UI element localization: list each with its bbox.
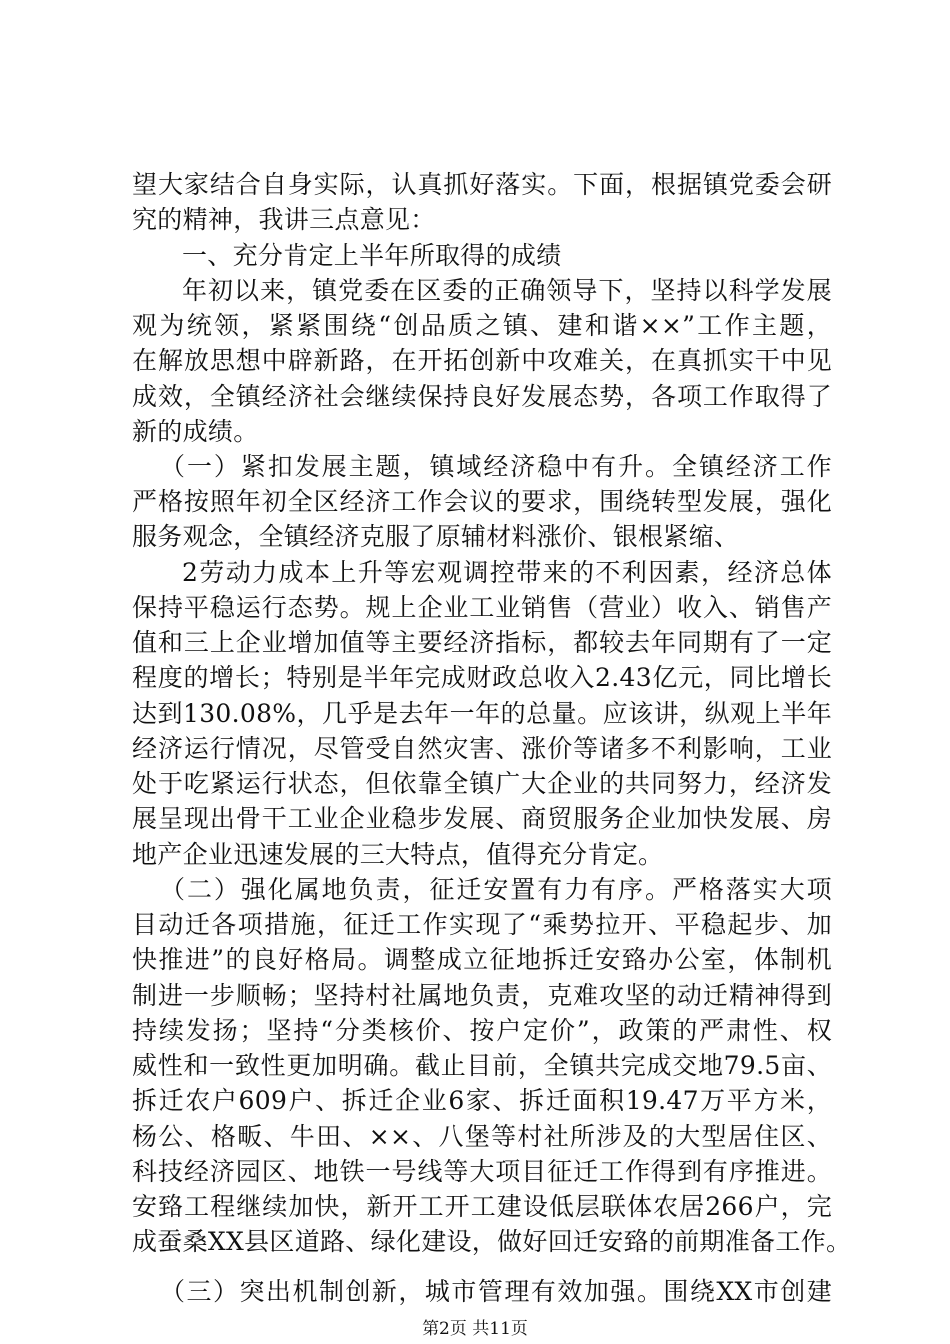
text-line: 望大家结合自身实际，认真抓好落实。下面，根据镇党委会研 bbox=[132, 170, 832, 199]
text-line: 拆迁农户609户、拆迁企业6家、拆迁面积19.47万平方米， bbox=[132, 1086, 832, 1115]
text-line: 安臵工程继续加快，新开工开工建设低层联体农居266户，完 bbox=[132, 1192, 832, 1221]
text-line: 究的精神，我讲三点意见： bbox=[132, 205, 436, 234]
text-line: 值和三上企业增加值等主要经济指标，都较去年同期有了一定 bbox=[132, 628, 832, 657]
text-line: 年初以来，镇党委在区委的正确领导下，坚持以科学发展 bbox=[182, 276, 832, 305]
text-line: 达到130.08%，几乎是去年一年的总量。应该讲，纵观上半年 bbox=[132, 699, 832, 728]
page-footer: 第2页 共11页 bbox=[422, 1319, 528, 1339]
text-line: 保持平稳运行态势。规上企业工业销售（营业）收入、销售产 bbox=[132, 593, 832, 622]
text-line: 处于吃紧运行状态，但依靠全镇广大企业的共同努力，经济发 bbox=[132, 769, 832, 798]
text-line: 威性和一致性更加明确。截止目前，全镇共完成交地79.5亩、 bbox=[132, 1051, 832, 1080]
text-line: 在解放思想中辟新路，在开拓创新中攻难关，在真抓实干中见 bbox=[132, 346, 832, 375]
text-line: 展呈现出骨干工业企业稳步发展、商贸服务企业加快发展、房 bbox=[132, 804, 832, 833]
subsection-heading: （三）突出机制创新，城市管理有效加强。围绕XX市创建 bbox=[160, 1277, 832, 1306]
text-line: 快推进”的良好格局。调整成立征地拆迁安臵办公室，体制机 bbox=[132, 945, 832, 974]
text-line: 2劳动力成本上升等宏观调控带来的不利因素，经济总体 bbox=[182, 558, 832, 587]
section-heading: 一、充分肯定上半年所取得的成绩 bbox=[182, 241, 562, 270]
text-line: 成蚕桑XX县区道路、绿化建设，做好回迁安臵的前期准备工作。 bbox=[132, 1227, 852, 1256]
text-line: 杨公、格畈、牛田、××、八堡等村社所涉及的大型居住区、 bbox=[132, 1122, 832, 1151]
subsection-heading: （一）紧扣发展主题，镇域经济稳中有升。全镇经济工作 bbox=[160, 452, 832, 481]
text-line: 严格按照年初全区经济工作会议的要求，围绕转型发展，强化 bbox=[132, 487, 832, 516]
text-line: 目动迁各项措施，征迁工作实现了“乘势拉开、平稳起步、加 bbox=[132, 910, 832, 939]
subsection-heading: （二）强化属地负责，征迁安置有力有序。严格落实大项 bbox=[160, 875, 832, 904]
text-line: 经济运行情况，尽管受自然灾害、涨价等诸多不利影响，工业 bbox=[132, 734, 832, 763]
text-line: 程度的增长；特别是半年完成财政总收入2.43亿元，同比增长 bbox=[132, 663, 832, 692]
text-line: 制进一步顺畅；坚持村社属地负责，克难攻坚的动迁精神得到 bbox=[132, 981, 832, 1010]
text-line: 地产企业迅速发展的三大特点，值得充分肯定。 bbox=[132, 840, 664, 869]
text-line: 科技经济园区、地铁一号线等大项目征迁工作得到有序推进。 bbox=[132, 1157, 832, 1186]
text-line: 成效，全镇经济社会继续保持良好发展态势，各项工作取得了 bbox=[132, 382, 832, 411]
text-line: 观为统领，紧紧围绕“创品质之镇、建和谐××”工作主题， bbox=[132, 311, 832, 340]
text-line: 持续发扬；坚持“分类核价、按户定价”，政策的严肃性、权 bbox=[132, 1016, 832, 1045]
text-line: 新的成绩。 bbox=[132, 417, 259, 446]
text-line: 服务观念，全镇经济克服了原辅材料涨价、银根紧缩、 bbox=[132, 522, 740, 551]
